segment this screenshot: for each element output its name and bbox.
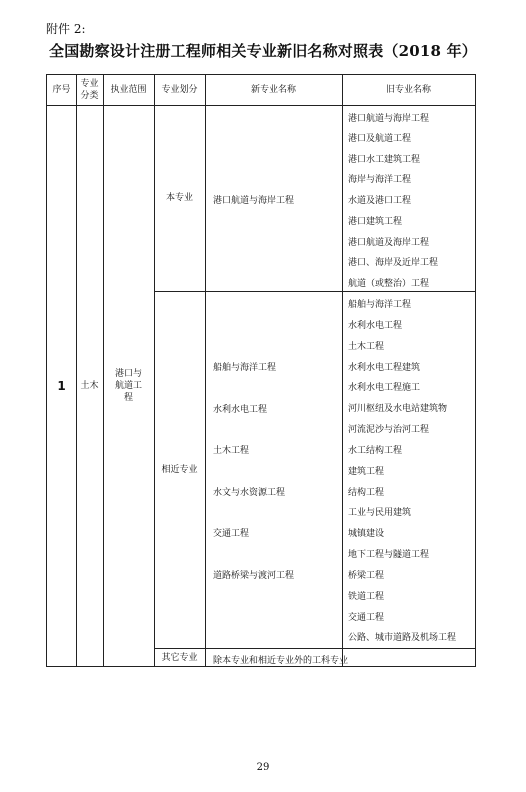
new-name-item: 交通工程	[213, 529, 250, 539]
old-name-item: 港口、海岸及近岸工程	[348, 258, 439, 268]
page-number: 29	[256, 762, 270, 773]
old-name-item: 桥梁工程	[348, 571, 385, 581]
old-name-item: 港口航道与海岸工程	[348, 114, 430, 124]
old-name-item: 建筑工程	[348, 467, 385, 477]
new-name-item: 港口航道与海岸工程	[213, 196, 295, 206]
new-name-item: 水文与水资源工程	[213, 488, 286, 498]
old-name-item: 水利水电工程	[348, 321, 403, 331]
header-old-name: 旧专业名称	[385, 85, 431, 95]
other-description: 除本专业和相近专业外的工科专业	[213, 656, 349, 666]
header-scope: 执业范围	[110, 85, 147, 95]
old-name-item: 结构工程	[348, 488, 385, 498]
old-name-item: 城镇建设	[348, 529, 385, 539]
old-name-item: 土木工程	[348, 342, 385, 352]
old-name-item: 船舶与海洋工程	[348, 300, 412, 310]
old-name-item: 铁道工程	[348, 592, 385, 602]
new-name-item: 水利水电工程	[213, 405, 268, 415]
old-name-item: 港口水工建筑工程	[348, 155, 421, 165]
old-name-item: 水道及港口工程	[348, 196, 412, 206]
new-name-item: 道路桥梁与渡河工程	[213, 571, 295, 581]
old-name-item: 地下工程与隧道工程	[348, 550, 430, 560]
old-name-item: 河川枢纽及水电站建筑物	[348, 404, 448, 414]
row-serial: 1	[57, 378, 66, 393]
old-name-item: 水利水电工程建筑	[348, 363, 421, 373]
division-other: 其它专业	[161, 652, 198, 663]
division-related: 相近专业	[161, 464, 198, 475]
old-name-item: 河流泥沙与治河工程	[348, 425, 430, 435]
division-main: 本专业	[165, 193, 193, 203]
old-name-item: 水利水电工程施工	[348, 383, 421, 393]
old-name-item: 港口航道及海岸工程	[348, 238, 430, 248]
header-serial: 序号	[52, 85, 71, 95]
old-name-item: 海岸与海洋工程	[348, 175, 412, 185]
new-name-item: 船舶与海洋工程	[213, 363, 277, 373]
new-name-item: 土木工程	[213, 446, 250, 456]
old-name-item: 航道（或整治）工程	[348, 279, 430, 289]
header-new-name: 新专业名称	[250, 85, 296, 95]
attachment-label: 附件 2:	[46, 22, 86, 36]
old-name-item: 港口建筑工程	[348, 217, 403, 227]
comparison-table	[46, 74, 476, 667]
document-title: 全国勘察设计注册工程师相关专业新旧名称对照表（2018 年）	[49, 42, 477, 60]
header-division: 专业划分	[161, 85, 198, 95]
old-name-item: 港口及航道工程	[348, 134, 412, 144]
old-name-item: 公路、城市道路及机场工程	[348, 633, 457, 643]
header-category: 专业分类	[80, 79, 99, 101]
row-category: 土木	[80, 380, 99, 391]
old-name-item: 交通工程	[348, 613, 385, 623]
old-name-item: 工业与民用建筑	[348, 508, 412, 518]
old-name-item: 水工结构工程	[348, 446, 403, 456]
row-scope: 港口与航道工程	[114, 368, 142, 403]
